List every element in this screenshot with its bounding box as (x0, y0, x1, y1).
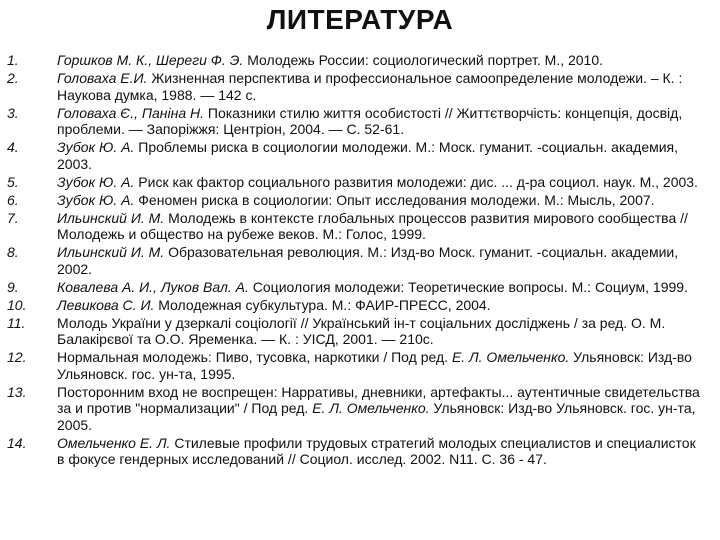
reference-item (0, 244, 720, 277)
reference-number: 6. (7, 191, 19, 208)
reference-text: Молодежь России: социологический портрет. М., 2010. (243, 52, 604, 68)
reference-author: Зубок Ю. А. (57, 191, 135, 208)
reference-author: Зубок Ю. А. (57, 173, 135, 190)
reference-number: 3. (7, 104, 19, 121)
reference-number: 5. (7, 173, 19, 190)
reference-item (0, 52, 720, 69)
reference-item (0, 105, 720, 138)
reference-text: Молодежная субкультура. М.: ФАИР-ПРЕСС, 2004. (154, 296, 491, 313)
reference-item (0, 435, 720, 468)
reference-text: Ульяновск: Изд-во Ульяновск. гос. ун-та, 1995. (57, 349, 692, 382)
reference-author: Головаха Е.И. (57, 70, 148, 86)
reference-author: Левикова С. И. (57, 296, 155, 313)
reference-item (0, 174, 720, 191)
reference-number: 2. (7, 70, 19, 86)
reference-author: Омельченко Е. Л. (57, 434, 171, 451)
reference-text: Стилевые профили трудовых стратегий молодых специалистов и специалисток в фокусе гендерных исследований // Социол. исслед. 2002. N11. С. 36 - 47. (57, 434, 696, 467)
reference-item (0, 279, 720, 296)
reference-author: Ильинский И. М. (57, 244, 165, 260)
reference-prefix-text: Посторонним вход не воспрещен: Нарративы, дневники, артефакты... аутентичные свидетельства за и против "нормализации" / Под ред. (57, 383, 700, 416)
reference-number: 10. (7, 296, 27, 313)
reference-author: Ковалева А. И., Луков Вал. А. (57, 278, 249, 295)
reference-text: Молодежь в контексте глобальных процессов развития мирового сообщества // Молодежь и общество на рубеже веков. М.: Голос, 1999. (57, 209, 688, 242)
reference-prefix-text: Молодь України у дзеркалі соціології // Український ін-т соціальних досліджень / за ред. О. М. Балакірєвої та О.О. Яременка. — К. : УІСД, 2001. — 210с. (57, 314, 666, 347)
reference-author: Зубок Ю. А. (57, 139, 135, 155)
reference-author: Горшков М. К., Шереги Ф. Э. (57, 52, 244, 68)
reference-item (0, 315, 720, 348)
reference-number: 13. (7, 383, 27, 400)
reference-text: Социология молодежи: Теоретические вопросы. М.: Социум, 1999. (248, 278, 688, 295)
reference-text: Ульяновск: Изд-во Ульяновск. гос. ун-та, 2005. (57, 400, 696, 433)
reference-number: 12. (7, 349, 27, 365)
reference-item (0, 349, 720, 382)
reference-item (0, 384, 720, 434)
reference-author: Ильинский И. М. (57, 209, 165, 226)
reference-author: Головаха Є., Паніна Н. (57, 104, 204, 121)
reference-number: 4. (7, 139, 19, 155)
reference-author: Е. Л. Омельченко. (451, 349, 570, 365)
reference-number: 8. (7, 244, 19, 260)
reference-item (0, 210, 720, 243)
reference-text: Феномен риска в социологии: Опыт исследования молодежи. М.: Мысль, 2007. (134, 191, 655, 208)
reference-number: 14. (7, 434, 27, 451)
reference-item (0, 70, 720, 103)
reference-text: Образовательная революция. М.: Изд-во Моск. гуманит. -социальн. академии, 2002. (57, 244, 679, 277)
reference-number: 11. (7, 314, 26, 331)
reference-text: Показники стилю життя особистості // Життєтворчість: концепція, досвід, проблеми. — Запоріжжя: Центріон, 2004. — С. 52-61. (57, 104, 683, 137)
reference-number: 9. (7, 278, 19, 295)
reference-prefix-text: Нормальная молодежь: Пиво, тусовка, наркотики / Под ред. (57, 349, 452, 365)
reference-author: Е. Л. Омельченко. (312, 400, 430, 416)
reference-list (0, 52, 720, 469)
reference-item (0, 297, 720, 314)
reference-number: 1. (7, 52, 19, 68)
reference-text: Проблемы риска в социологии молодежи. М.: Моск. гуманит. -социальн. академия, 2003. (57, 139, 679, 172)
reference-item (0, 139, 720, 172)
reference-text: Риск как фактор социального развития молодежи: дис. ... д-ра социол. наук. М., 2003. (134, 173, 698, 190)
reference-item (0, 192, 720, 209)
page-title: ЛИТЕРАТУРА (266, 4, 454, 35)
reference-text: Жизненная перспектива и профессиональное самоопределение молодежи. – К. : Наукова думка, 1988. — 142 с. (57, 70, 683, 103)
reference-number: 7. (7, 209, 19, 226)
